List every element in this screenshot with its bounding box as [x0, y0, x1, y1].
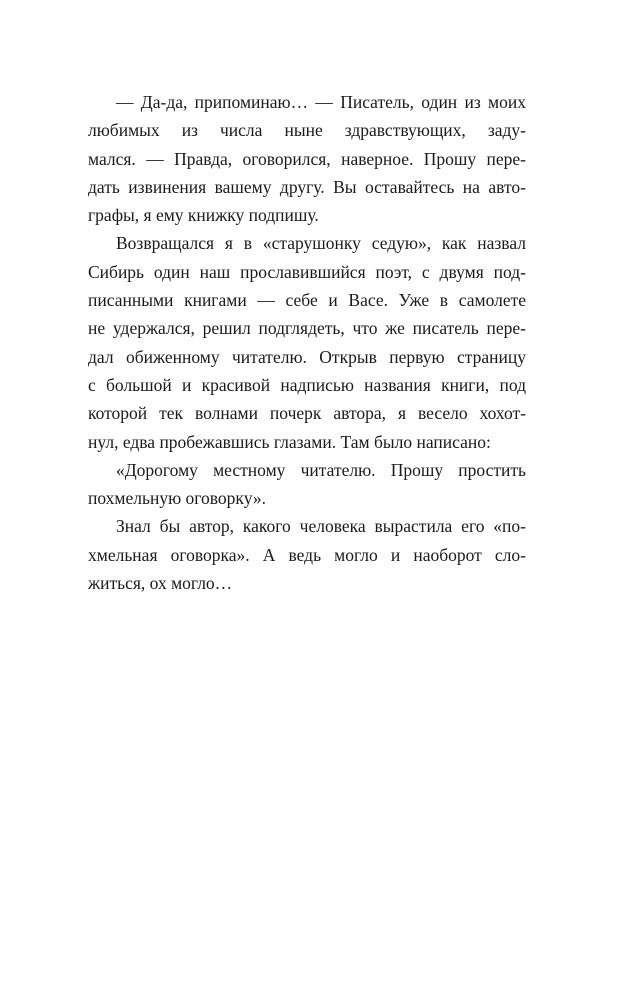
text-line: похмельную оговорку».: [88, 488, 266, 509]
paragraph: [88, 229, 526, 455]
text-line: нул, едва пробежавшись глазами. Там было написано:: [88, 431, 491, 452]
text-line: дал обиженному читателю. Открыв первую страницу: [88, 346, 526, 367]
paragraph: [88, 512, 526, 597]
text-line: Знал бы автор, какого человека вырастила его «по-: [116, 516, 526, 537]
text-line: «Дорогому местному читателю. Прошу простить: [116, 459, 526, 480]
text-line: Возвращался я в «старушонку седую», как назвал: [116, 233, 526, 254]
paragraph: [88, 88, 526, 229]
text-line: мался. — Правда, оговорился, наверное. Прошу пере-: [88, 148, 526, 169]
text-line: с большой и красивой надписью названия книги, под: [88, 374, 526, 395]
text-line: которой тек волнами почерк автора, я весело хохот-: [88, 403, 526, 424]
text-line: любимых из числа ныне здравствующих, заду-: [88, 120, 526, 141]
text-line: не удержался, решил подглядеть, что же писатель пере-: [88, 318, 526, 339]
paragraph: [88, 456, 526, 513]
text-line: — Да-да, припоминаю… — Писатель, один из моих: [116, 92, 526, 112]
body-text: [88, 88, 526, 597]
text-line: графы, я ему книжку подпишу.: [88, 205, 319, 226]
text-line: Сибирь один наш прославившийся поэт, с двумя под-: [88, 261, 526, 282]
text-line: писанными книгами — себе и Васе. Уже в самолете: [88, 290, 526, 311]
text-line: дать извинения вашему другу. Вы оставайтесь на авто-: [88, 176, 526, 197]
text-line: хмельная оговорка». А ведь могло и наоборот сло-: [88, 544, 526, 565]
text-line: житься, ох могло…: [88, 573, 233, 594]
